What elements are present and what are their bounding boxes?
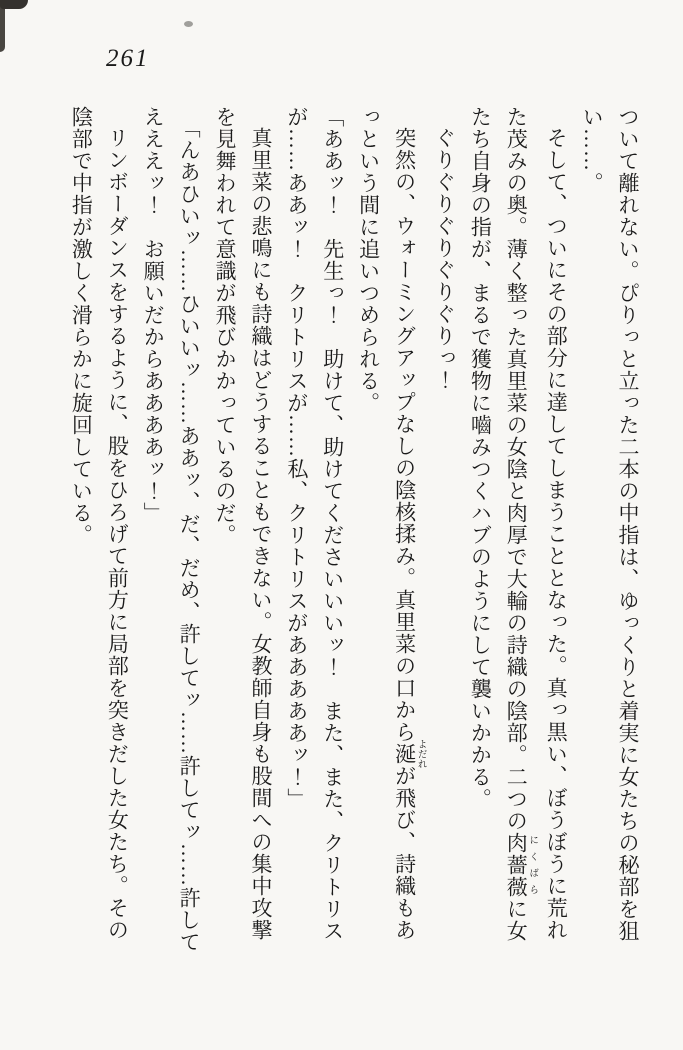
ruby-word: 肉薔薇 にくばら (504, 832, 538, 898)
text-columns (63, 106, 646, 953)
text-column: リンボーダンスをするように、股をひろげて前方に局部を突きだした女たち。その (105, 127, 130, 941)
text-column: た茂みの奥。薄く整った真里菜の女陰と肉厚で大輪の詩織の陰部。二つの肉薔薇 にくばらに女 (504, 106, 538, 942)
furigana: にくばら (527, 832, 538, 898)
text-column: が……ああッ！ クリトリスが……私、クリトリスがあああああッ！」 (284, 106, 309, 810)
text-column: ぐりぐりぐりぐりぐりっ！ (432, 127, 457, 391)
ruby-word: 涎 よだれ (392, 739, 426, 769)
text-column: を見舞われて意識が飛びかかっているのだ。 (213, 106, 238, 546)
text-column: たち自身の指が、まるで獲物に嚙みつくハブのようにして襲いかかる。 (468, 106, 493, 810)
furigana: よだれ (415, 739, 426, 769)
scan-artifact (0, 0, 5, 52)
text-column: そして、ついにその部分に達してしまうこととなった。真っ黒い、ぼうぼうに荒れ (544, 127, 569, 941)
text-column: えええッ！ お願いだからああああッ！」 (141, 106, 166, 524)
text-column: い……。 (580, 106, 605, 194)
scan-artifact (184, 21, 193, 27)
page-number: 261 (106, 45, 150, 72)
text-column: っという間に追いつめられる。 (356, 106, 381, 414)
text-column: ついて離れない。ぴりっと立った二本の中指は、ゆっくりと着実に女たちの秘部を狙 (616, 106, 640, 942)
text-column: 突然の、ウォーミングアップなしの陰核揉み。真里菜の口から涎 よだれが飛び、詩織もあ (392, 127, 426, 941)
text-column: 「んあひいッ……ひいいッ……ああッ、だ、だめ、許してッ……許してッ……許して (177, 116, 202, 953)
text-column: 陰部で中指が激しく滑らかに旋回している。 (69, 106, 94, 546)
text-column: 「ああッ！ 先生っ！ 助けて、助けてくださいいいッ！ また、また、クリトリス (320, 106, 345, 942)
text-column: 真里菜の悲鳴にも詩織はどうすることもできない。女教師自身も股間への集中攻撃 (248, 127, 273, 941)
